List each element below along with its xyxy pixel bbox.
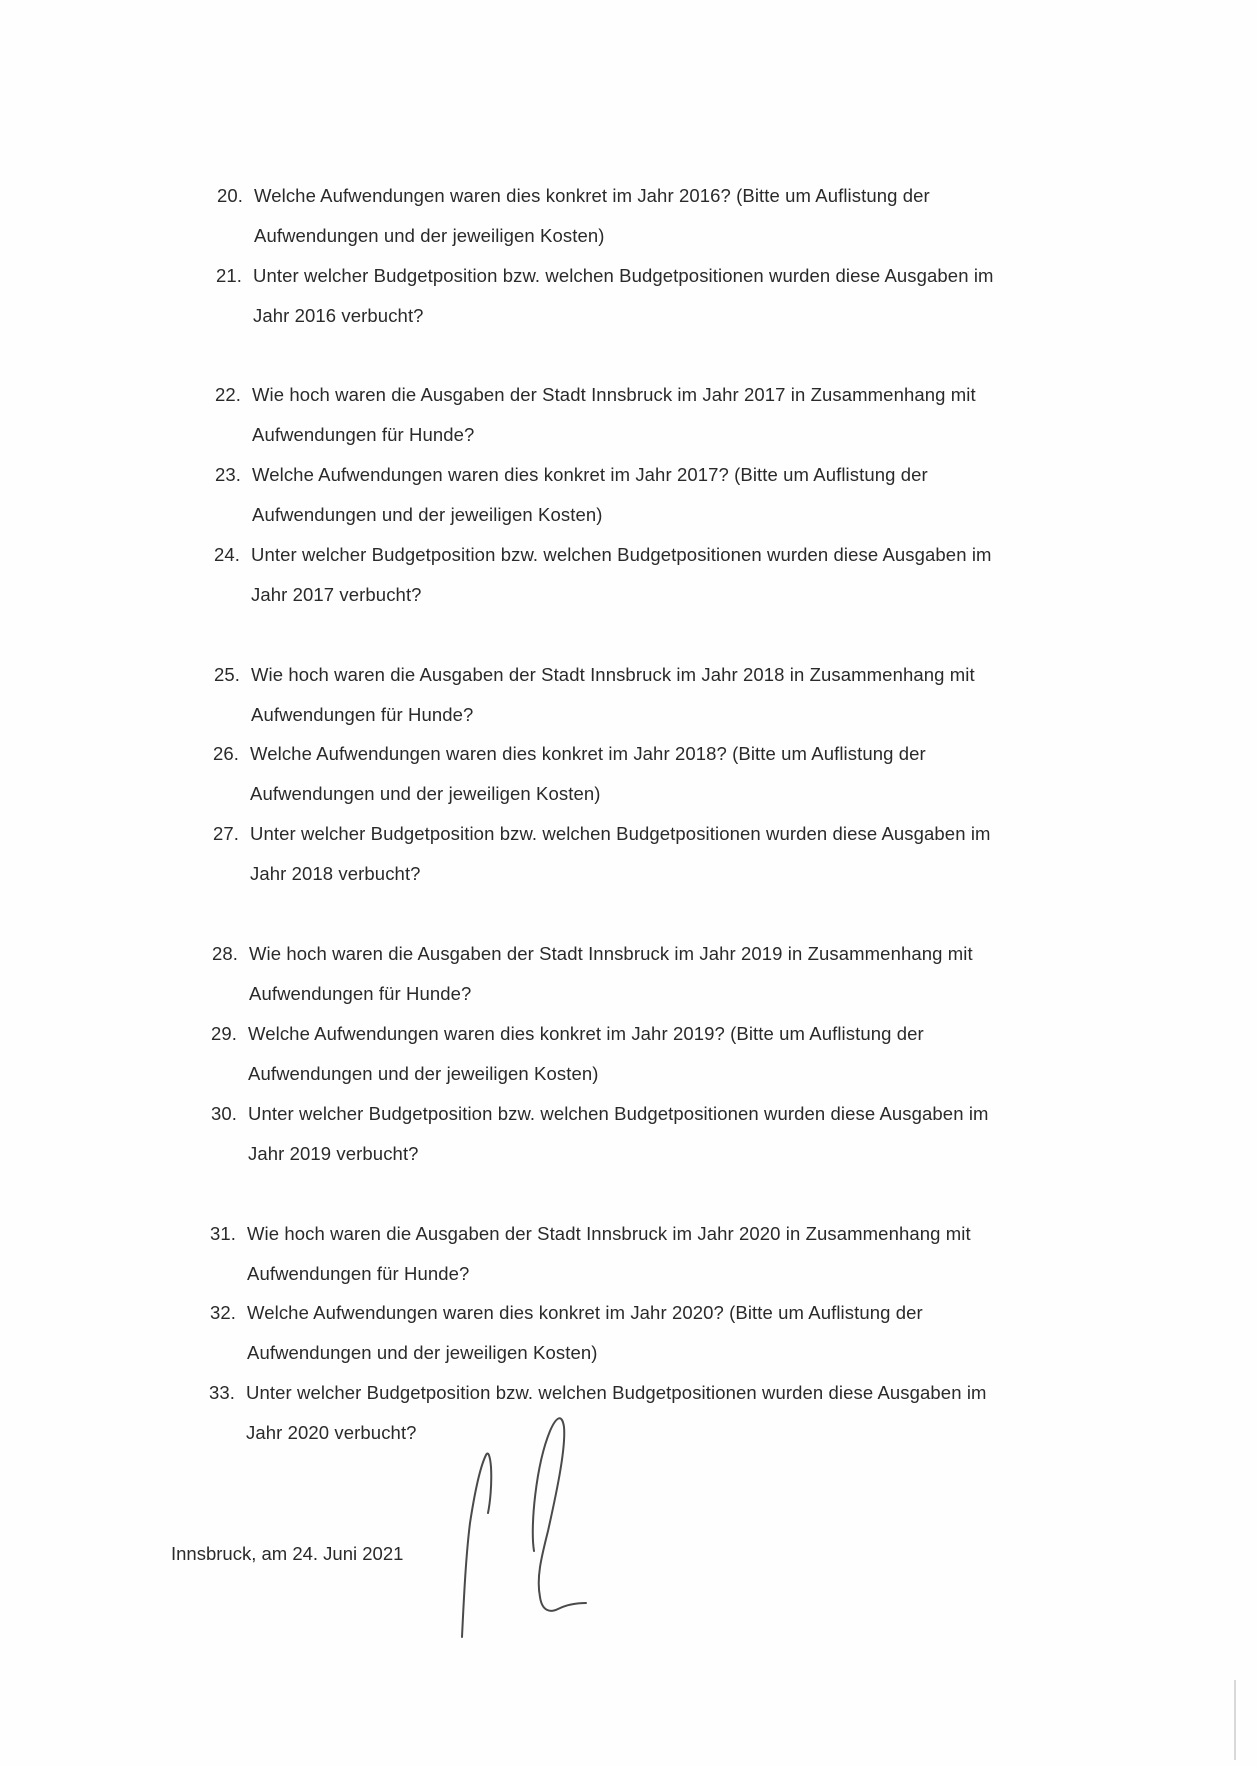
item-line-1: Welche Aufwendungen waren dies konkret im Jahr 2018? (Bitte um Auflistung der	[250, 743, 926, 764]
list-item	[210, 1214, 971, 1294]
item-line-2: Jahr 2019 verbucht?	[248, 1143, 419, 1164]
item-line-1: Unter welcher Budgetposition bzw. welchen Budgetpositionen wurden diese Ausgaben im	[253, 265, 994, 286]
list-item	[211, 1014, 924, 1094]
list-item	[211, 1094, 989, 1174]
item-number: 25.	[214, 664, 241, 685]
list-item	[215, 375, 976, 455]
item-number: 31.	[210, 1223, 237, 1244]
item-line-2: Jahr 2018 verbucht?	[250, 863, 421, 884]
list-item	[214, 535, 992, 615]
item-number: 21.	[216, 265, 243, 286]
scan-edge-line	[1234, 1680, 1236, 1760]
item-number: 29.	[211, 1023, 238, 1044]
list-item	[217, 176, 930, 256]
item-number: 26.	[213, 743, 240, 764]
item-number: 24.	[214, 544, 241, 565]
item-line-2: Aufwendungen und der jeweiligen Kosten)	[247, 1342, 598, 1363]
list-item	[213, 814, 991, 894]
item-line-1: Wie hoch waren die Ausgaben der Stadt Innsbruck im Jahr 2018 in Zusammenhang mit	[251, 664, 975, 685]
item-line-2: Aufwendungen und der jeweiligen Kosten)	[252, 504, 603, 525]
list-item	[216, 256, 994, 336]
item-number: 30.	[211, 1103, 238, 1124]
item-line-2: Aufwendungen und der jeweiligen Kosten)	[248, 1063, 599, 1084]
list-item	[210, 1293, 923, 1373]
list-item	[214, 655, 975, 735]
item-line-2: Aufwendungen und der jeweiligen Kosten)	[254, 225, 605, 246]
item-line-1: Welche Aufwendungen waren dies konkret im Jahr 2016? (Bitte um Auflistung der	[254, 185, 930, 206]
item-line-1: Wie hoch waren die Ausgaben der Stadt Innsbruck im Jahr 2017 in Zusammenhang mit	[252, 384, 976, 405]
item-line-2: Aufwendungen für Hunde?	[251, 704, 474, 725]
item-number: 32.	[210, 1302, 237, 1323]
item-number: 23.	[215, 464, 242, 485]
list-item	[215, 455, 928, 535]
item-line-2: Aufwendungen für Hunde?	[252, 424, 475, 445]
item-line-2: Aufwendungen für Hunde?	[249, 983, 472, 1004]
item-number: 22.	[215, 384, 242, 405]
item-number: 28.	[212, 943, 239, 964]
item-line-1: Unter welcher Budgetposition bzw. welchen Budgetpositionen wurden diese Ausgaben im	[251, 544, 992, 565]
item-line-1: Wie hoch waren die Ausgaben der Stadt Innsbruck im Jahr 2020 in Zusammenhang mit	[247, 1223, 971, 1244]
item-line-1: Wie hoch waren die Ausgaben der Stadt Innsbruck im Jahr 2019 in Zusammenhang mit	[249, 943, 973, 964]
item-line-1: Welche Aufwendungen waren dies konkret im Jahr 2017? (Bitte um Auflistung der	[252, 464, 928, 485]
item-line-1: Unter welcher Budgetposition bzw. welchen Budgetpositionen wurden diese Ausgaben im	[246, 1382, 987, 1403]
item-line-1: Welche Aufwendungen waren dies konkret im Jahr 2020? (Bitte um Auflistung der	[247, 1302, 923, 1323]
item-number: 20.	[217, 185, 244, 206]
item-line-1: Welche Aufwendungen waren dies konkret im Jahr 2019? (Bitte um Auflistung der	[248, 1023, 924, 1044]
item-number: 27.	[213, 823, 240, 844]
item-line-2: Jahr 2020 verbucht?	[246, 1422, 417, 1443]
list-item	[212, 934, 973, 1014]
list-item	[213, 734, 926, 814]
place-date: Innsbruck, am 24. Juni 2021	[171, 1543, 404, 1564]
item-number: 33.	[209, 1382, 236, 1403]
item-line-1: Unter welcher Budgetposition bzw. welchen Budgetpositionen wurden diese Ausgaben im	[248, 1103, 989, 1124]
item-line-2: Jahr 2017 verbucht?	[251, 584, 422, 605]
item-line-1: Unter welcher Budgetposition bzw. welchen Budgetpositionen wurden diese Ausgaben im	[250, 823, 991, 844]
item-line-2: Aufwendungen und der jeweiligen Kosten)	[250, 783, 601, 804]
handwritten-signature	[450, 1405, 600, 1645]
item-line-2: Jahr 2016 verbucht?	[253, 305, 424, 326]
item-line-2: Aufwendungen für Hunde?	[247, 1263, 470, 1284]
